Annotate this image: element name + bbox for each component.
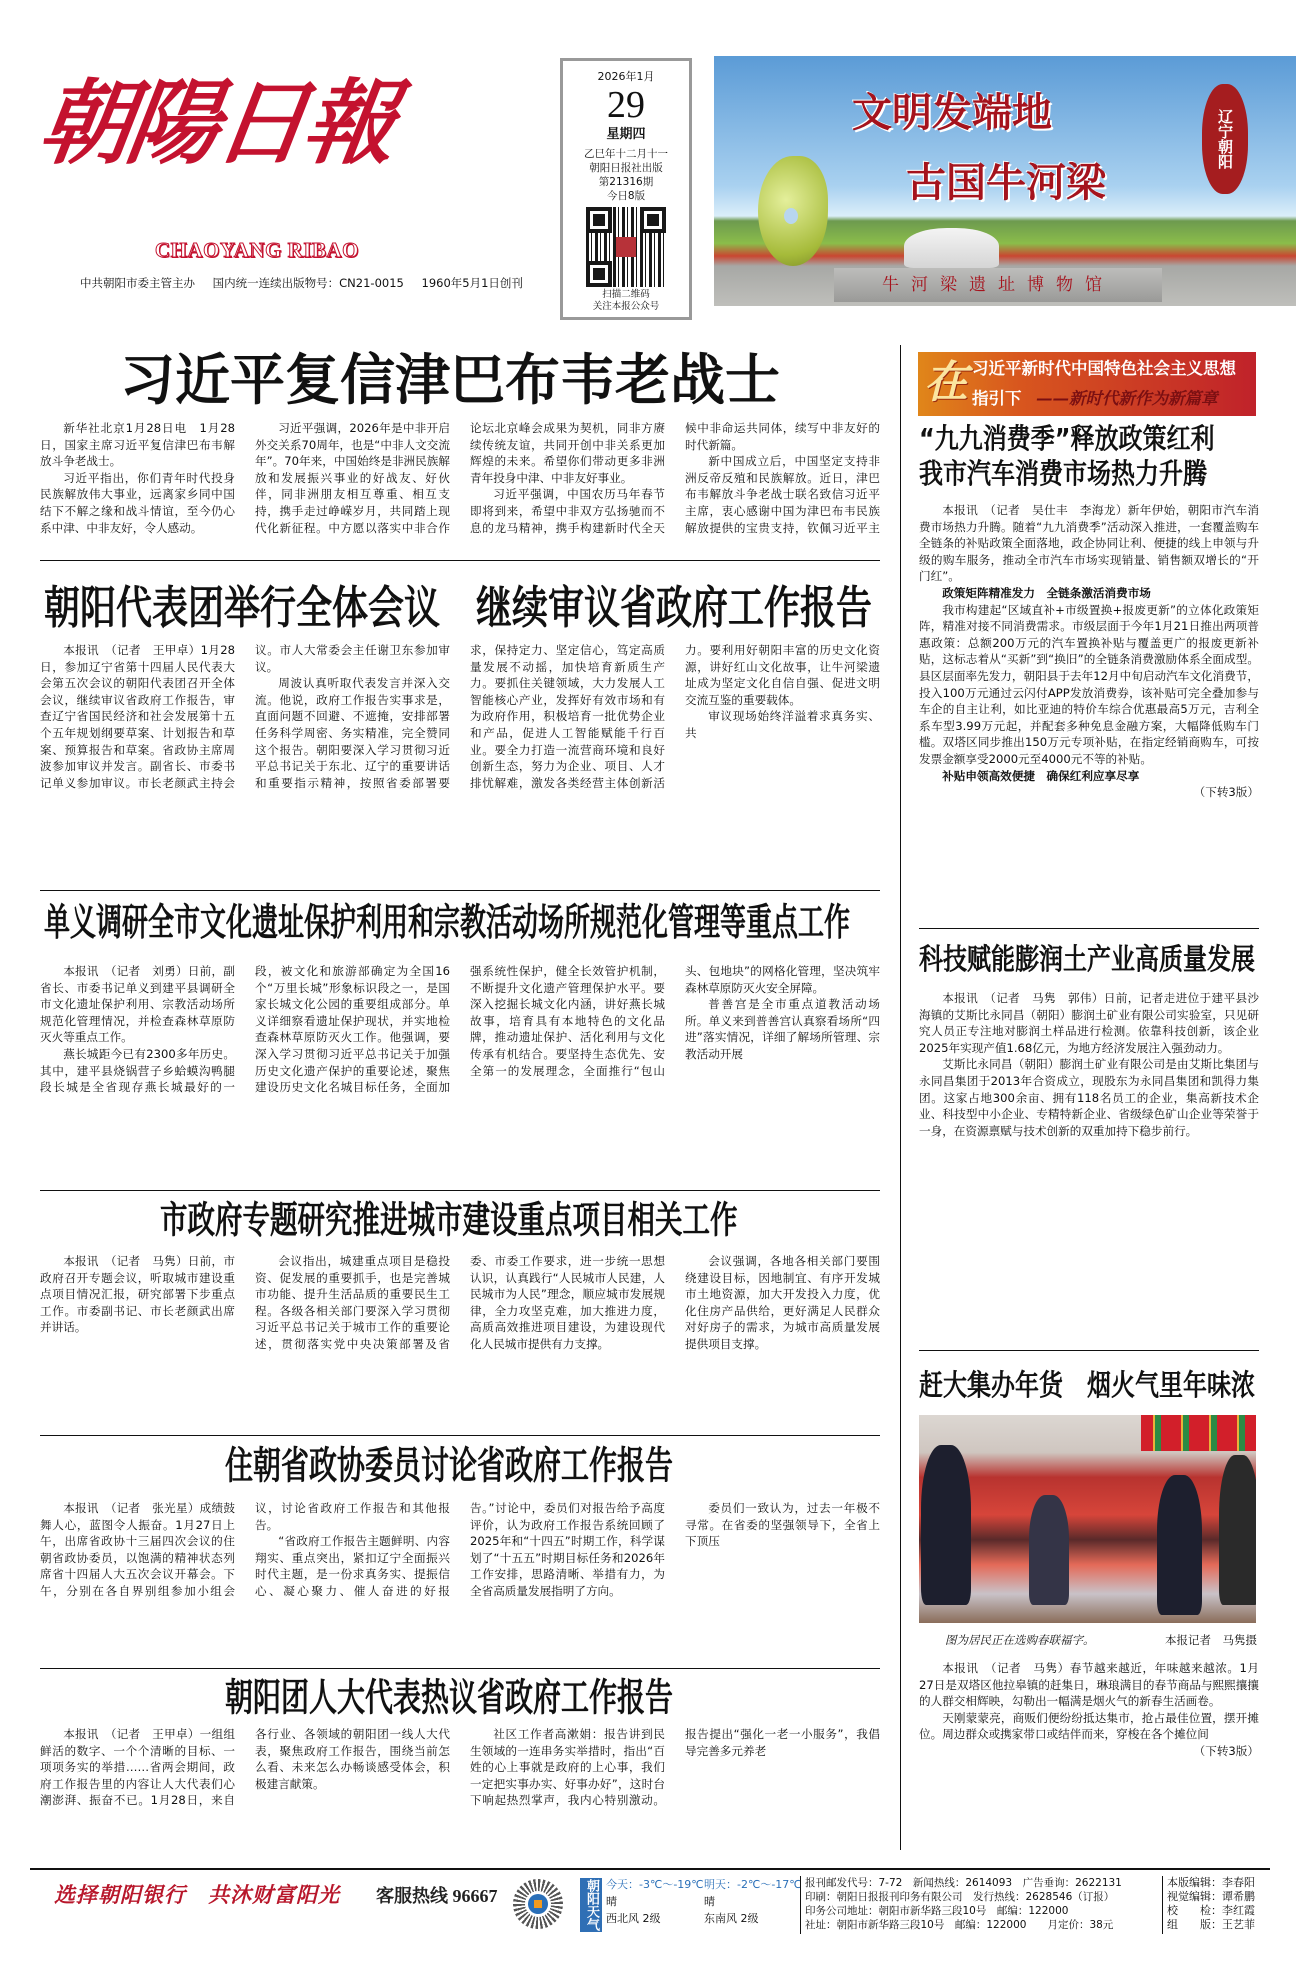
caption-text: 图为居民正在选购春联福字。 <box>945 1633 1095 1647</box>
photo-credit: 本报记者 马隽摄 <box>1165 1633 1257 1647</box>
tomorrow-temp: 明天：-2℃～-17℃ <box>704 1878 802 1891</box>
editor-line: 视觉编辑：谭希鹏 <box>1167 1890 1255 1903</box>
right-article1-body <box>919 502 1259 914</box>
banner-big-char: 在 <box>924 357 968 408</box>
paragraph: 委员们一致认为，过去一年极不寻常。在省委的坚强领导下，全省上下顶压 <box>685 1501 880 1549</box>
article-headline[interactable]: 朝阳团人大代表热议省政府工作报告 <box>225 1675 674 1720</box>
pub-line: 社址：朝阳市新华路三段10号 邮编：122000 月定价：38元 <box>805 1919 1114 1931</box>
paragraph: 本报讯 （记者 刘勇）日前，副省长、市委书记单义到建平县调研全市文化遗址保护利用、宗教活动场所规范化管理情况，并检查森林草原防灭火等重点工作。 <box>40 964 235 1045</box>
subheading: 政策矩阵精准发力 全链条激活消费市场 <box>942 585 1151 600</box>
paragraph: 本报讯 （记者 马隽）春节越来越近，年味越来越浓。1月27日是双塔区他拉皋镇的赶集日，琳琅满目的春节商品与熙熙攘攘的人群交相辉映，勾勒出一幅满是烟火气的新春生活画卷。 <box>919 1661 1259 1709</box>
tomorrow-sky: 晴 <box>704 1895 715 1908</box>
qr-caption-line: 扫描二维码 <box>602 289 650 300</box>
article-headline[interactable]: 市政府专题研究推进城市建设重点项目相关工作 <box>160 1198 738 1242</box>
qr-code-icon[interactable] <box>586 207 666 287</box>
today-temp: 今天：-3℃～-19℃ <box>606 1878 704 1891</box>
banner-title-line1: 文明发端地 <box>852 89 1052 136</box>
banner-line1: 习近平新时代中国特色社会主义思想 <box>972 359 1236 378</box>
paragraph: 习近平强调，2026年是中非开启外交关系70周年，也是“中非人文交流年”。70年来，中国始终是非洲民族解放和发展振兴事业的好战友、好伙伴，同非洲朋友相互尊重、相互支持，携手走过峥嵘岁月，共同踏上现代化新征程。中方愿以落实中非合作论坛北京峰会成果为契机，同非方赓续传统友谊，共同开创中非关系更加辉煌的未来。希望你们带动更多非洲青年投身中津、中非友好事业。 <box>255 421 665 535</box>
jade-dragon-icon <box>758 156 828 266</box>
article-body <box>40 963 880 1169</box>
article-body <box>40 1726 880 1844</box>
lunar-date: 乙巳年十二月十一 <box>584 148 668 160</box>
paragraph: 会议指出，城建重点项目是稳投资、促发展的重要抓手，也是完善城市功能、提升生活品质的重要民生工程。各级各相关部门要深入学习贯彻习近平总书记关于城市工作的重要论述，贯彻落实党中央决策部署及省委、市委工作要求，进一步统一思想认识，认真践行“人民城市人民建，人民城市为人民”理念，顺应城市发展规律，全力攻坚克难，加大推进力度，高质高效推进项目建设，为建设现代化人民城市提供有力支撑。 <box>255 1254 665 1351</box>
museum-banner-image <box>714 56 1296 306</box>
right-headline-3[interactable]: 科技赋能膨润土产业高质量发展 <box>919 942 1255 977</box>
weekday: 星期四 <box>606 127 646 142</box>
founded-date: 1960年5月1日创刊 <box>421 276 523 290</box>
weather-tomorrow <box>704 1876 802 1927</box>
lead-headline[interactable]: 习近平复信津巴布韦老战士 <box>120 348 781 412</box>
editor-line: 组 版：王艺菲 <box>1167 1918 1255 1931</box>
date-year-month: 2026年1月 <box>597 70 655 83</box>
paragraph: 习近平指出，你们青年时代投身民族解放伟大事业，远离家乡同中国结下不解之缘和战斗情谊，至今仍心系中津、中非友好，令人感动。 <box>40 470 235 535</box>
paragraph: 我市构建起“区域直补+市级置换+报废更新”的立体化政策矩阵，精准对接不同消费需求。市级层面于今年1月21日推出两项普惠政策：总额200万元的汽车置换补贴与覆盖更广的报废更新补贴，这标志着从“买新”到“换旧”的全链条消费激励体系全面成型。县区层面率先发力，朝阳县于去年12月中旬启动汽车文化消费节，投入100万元通过云闪付APP发放消费券，该补贴可完全叠加参与车企的自主让利，如比亚迪的特价车综合优惠最高5万元，吉利全系车型3.99万元起，并配套多种免息金融方案，大幅降低购车门槛。双塔区同步推出150万元专项补贴，在指定经销商购车，可按发票金额享受2000元至4000元不等的补贴。 <box>919 602 1259 766</box>
paragraph: 新中国成立后，中国坚定支持非洲反帝反殖和民族解放。近日，津巴布韦解放斗争老战士联名致信习近平主席，衷心感谢中国为津巴布韦民族解放提供的宝贵支持，钦佩习近平主 <box>685 454 880 535</box>
article-body <box>40 642 880 860</box>
editor-line: 本版编辑：李春阳 <box>1167 1876 1255 1889</box>
publication-info <box>800 1876 1122 1934</box>
paragraph: 本报讯 （记者 马隽）日前，市政府召开专题会议，听取城市建设重点项目情况汇报，研究部署下步重点工作。市委副书记、市长老颜武出席并讲话。 <box>40 1254 235 1335</box>
masthead-logo <box>32 48 420 262</box>
bank-ad-slogan[interactable]: 选择朝阳银行 共沐财富阳光 <box>54 1882 340 1907</box>
paragraph: 本报讯 （记者 王甲卓）一组组鲜活的数字、一个个清晰的目标、一项项务实的举措……省两会期间，政府工作报告里的内容让人大代表们心潮澎湃、振奋不已。1月28日，来自各行业、各领域的朝阳团一线人大代表，聚焦政府工作报告，围绕当前怎么看、未来怎么办畅谈感受体会，积极建言献策。 <box>40 1727 450 1808</box>
pub-line: 印务公司地址：朝阳市新华路三段10号 邮编：122000 <box>805 1905 1069 1917</box>
paragraph: 周波认真听取代表发言并深入交流。他说，政府工作报告实事求是，直面问题不回避、不遮掩，安排部署任务科学周密、务实精准，完全赞同这个报告。朝阳要深入学习贯彻习近平总书记关于东北、辽宁的重要讲话和重要指示精神，按照省委部署要求，保持定力、坚定信心，笃定高质量发展不动摇，加快培育新质生产力。要抓住关键领域，大力发展人工智能核心产业，发挥好有效市场和有为政府作用，积极培育一批优势企业和产品，促进人工智能赋能千行百业。要全力打造一流营商环境和良好创新生态，努力为企业、项目、人才排忧解难，激发各类经营主体创新活力。要利用好朝阳丰富的历史文化资源，讲好红山文化故事，让牛河梁遗址成为坚定文化自信自强、促进文明交流互鉴的重要载体。 <box>255 643 880 790</box>
column-banner <box>918 352 1256 416</box>
tomorrow-wind: 东南风 2级 <box>704 1912 759 1925</box>
logo-pinyin: CHAOYANG RIBAO <box>155 238 359 262</box>
paragraph: 艾斯比永同昌（朝阳）膨润土矿业有限公司是由艾斯比集团与永同昌集团于2013年合资成立，现股东为永同昌集团和凯得力集团。这家占地300余亩、拥有118名员工的企业，集高新技术企业、科技型中小企业、专精特新企业、省级绿色矿山企业等荣誉于一身，在资源禀赋与技术创新的双重加持下稳步前行。 <box>919 1057 1259 1138</box>
market-photo <box>919 1415 1256 1623</box>
pub-line: 报刊邮发代号：7-72 新闻热线：2614093 广告垂询：2622131 <box>805 1877 1122 1889</box>
paragraph: 新华社北京1月28日电 1月28日，国家主席习近平复信津巴布韦解放斗争老战士。 <box>40 421 235 469</box>
article-body <box>40 420 880 546</box>
publisher: 朝阳日报社出版 <box>589 162 663 174</box>
article-headline[interactable]: 住朝省政协委员讨论省政府工作报告 <box>225 1443 674 1488</box>
right-article2-body <box>919 990 1259 1330</box>
right-headline-1[interactable]: “九九消费季”释放政策红利 <box>919 422 1215 456</box>
weather-today <box>606 1876 704 1927</box>
museum-stone-sign: 牛河梁遗址博物馆 <box>834 268 1162 302</box>
editor-credits <box>1162 1876 1255 1934</box>
banner-line3: ——新时代新作为新篇章 <box>1036 389 1218 408</box>
masthead-info <box>80 276 537 291</box>
article-body <box>40 1500 880 1650</box>
right-headline-2[interactable]: 我市汽车消费市场热力升腾 <box>919 457 1207 491</box>
date-box <box>560 58 690 320</box>
continued-note: （下转3版） <box>1193 785 1259 800</box>
serial-number: 国内统一连续出版物号：CN21-0015 <box>212 276 404 290</box>
footer-divider <box>30 1868 1270 1870</box>
paragraph: 习近平强调，中国农历马年春节即将到来，希望中非双方弘扬驰而不息的龙马精神，携手构建新时代全天候中非命运共同体，续写中非友好的时代新篇。 <box>470 421 880 535</box>
sponsor: 中共朝阳市委主管主办 <box>80 276 195 290</box>
banner-line2: 指引下 <box>972 389 1022 408</box>
museum-building <box>904 228 999 268</box>
paragraph: 本报讯 （记者 吴仕丰 李海龙）新年伊始，朝阳市汽车消费市场热力升腾。随着“九九消费季”活动深入推进，一套覆盖购车全链条的补贴政策全面落地，政企协同让利、便捷的线上申领与升级的购车服务，推动全市汽车市场实现销量、销售额双增长的“开门红”。 <box>919 503 1259 584</box>
qr-caption <box>563 289 689 313</box>
paragraph: 社区工作者高漱娟：报告讲到民生领域的一连串务实举措时，指出“百姓的心上事就是政府的上心事，我们一定把实事办实、好事办好”，这时台下响起热烈掌声，我内心特别激动。报告提出“强化一老一小服务”，我倡导完善多元养老 <box>470 1727 880 1808</box>
logo-calligraphy: 朝陽日報 <box>32 69 400 177</box>
article-headline[interactable]: 朝阳代表团举行全体会议 继续审议省政府工作报告 <box>44 582 873 634</box>
today-wind: 西北风 2级 <box>606 1912 661 1925</box>
today-sky: 晴 <box>606 1895 617 1908</box>
paragraph: 本报讯 （记者 王甲卓）1月28日，参加辽宁省第十四届人民代表大会第五次会议的朝阳代表团召开全体会议，继续审议省政府工作报告，审查辽宁省国民经济和社会发展第十五个五年规划纲要草案、计划报告和草案、预算报告和草案。省政协主席周波参加审议并发言。副省长、市委书记单义参加审议。市长老颜武主持会议。市人大常委会主任谢卫东参加审议。 <box>40 643 450 790</box>
continued-note: （下转3版） <box>1193 1743 1259 1758</box>
paragraph: 普善宫是全市重点道教活动场所。单义来到普善宫认真察看场所“四进”落实情况，详细了解场所管理、宗教活动开展 <box>685 997 880 1061</box>
paragraph: 会议强调，各地各相关部门要围绕建设目标，因地制宜、有序开发城市土地资源，加大开发投入力度，优化住房产品供给，更好满足人民群众对好房子的需求，为城市高质量发展提供项目支撑。 <box>685 1254 880 1351</box>
weather-tag: 朝阳天气 <box>580 1878 602 1932</box>
pub-line: 印刷：朝阳日报报刊印务有限公司 发行热线：2628546（订报） <box>805 1891 1115 1903</box>
paragraph: 天刚蒙蒙亮，商贩们便纷纷抵达集市，抢占最佳位置，摆开摊位。周边群众或携家带口或结伴而来，穿梭在各个摊位间 <box>919 1710 1259 1742</box>
editor-line: 校 检：李红霞 <box>1167 1904 1255 1917</box>
issue-number: 第21316期 <box>598 176 654 188</box>
seal-badge: 辽宁朝阳 <box>1202 84 1248 194</box>
paragraph: 本报讯 （记者 张光星）成绩鼓舞人心，蓝图令人振奋。1月27日上午，出席省政协十三届四次会议的住朝省政协委员，以饱满的精神状态列席省十四届人大五次会议开幕会。下午，分别在各自界别组参加小组会议，讨论省政府工作报告和其他报告。 <box>40 1501 450 1598</box>
right-headline-4[interactable]: 赶大集办年货 烟火气里年味浓 <box>919 1368 1255 1403</box>
paragraph: 本报讯 （记者 马隽 郭伟）日前，记者走进位于建平县沙海镇的艾斯比永同昌（朝阳）膨润土矿业有限公司实验室，只见研究人员正专注地对膨润土样品进行检测。依靠科技创新，该企业2025年实现产值1.68亿元，为地方经济发展注入强劲动力。 <box>919 991 1259 1055</box>
bank-qr-code-icon[interactable] <box>513 1879 563 1929</box>
photo-caption <box>945 1633 1257 1648</box>
paragraph: “省政府工作报告主题鲜明、内容翔实、重点突出，紧扣辽宁全面振兴时代主题，是一份求真务实、提振信心、凝心聚力、催人奋进的好报告。”讨论中，委员们对报告给予高度评价，认为政府工作报告系统回顾了2025年和“十四五”时期工作，科学谋划了“十五五”时期目标任务和2026年工作安排，思路清晰、举措有力，为全省高质量发展指明了方向。 <box>255 1501 665 1598</box>
subheading: 补贴申领高效便捷 确保红利应享尽享 <box>942 768 1140 783</box>
page-count: 今日8版 <box>606 190 646 202</box>
banner-title-line2: 古国牛河梁 <box>906 159 1106 206</box>
right-article3-body <box>919 1660 1259 1845</box>
date-day: 29 <box>607 84 645 126</box>
article-body <box>40 1253 880 1419</box>
article-headline[interactable]: 单义调研全市文化遗址保护利用和宗教活动场所规范化管理等重点工作 <box>44 901 851 946</box>
bank-hotline: 客服热线 96667 <box>376 1886 498 1906</box>
paragraph: 燕长城距今已有2300多年历史。其中，建平县烧锅营子乡蛤蟆沟鸭腿段长城是全省现存燕长城最好的一段，被文化和旅游部确定为全国16个“万里长城”形象标识段之一，是国家长城文化公园的重要组成部分。单义详细察看遗址保护现状，并实地检查森林草原防灭火工作。他强调，要深入学习贯彻习近平总书记关于加强历史文化遗产保护的重要论述，聚焦建设历史文化名城目标任务，全面加强系统性保护，健全长效管护机制，不断提升文化遗产管理保护水平。要深入挖掘长城文化内涵，讲好燕长城故事，培育具有本地特色的文化品牌，推动遗址保护、活化利用与文化传承有机结合。要坚持生态优先、安全第一的发展理念，全面推行“包山头、包地块”的网格化管理，坚决筑牢森林草原防灭火安全屏障。 <box>40 964 880 1095</box>
qr-caption-line: 关注本报公众号 <box>592 301 660 312</box>
paragraph: 审议现场始终洋溢着求真务实、共 <box>685 709 880 740</box>
